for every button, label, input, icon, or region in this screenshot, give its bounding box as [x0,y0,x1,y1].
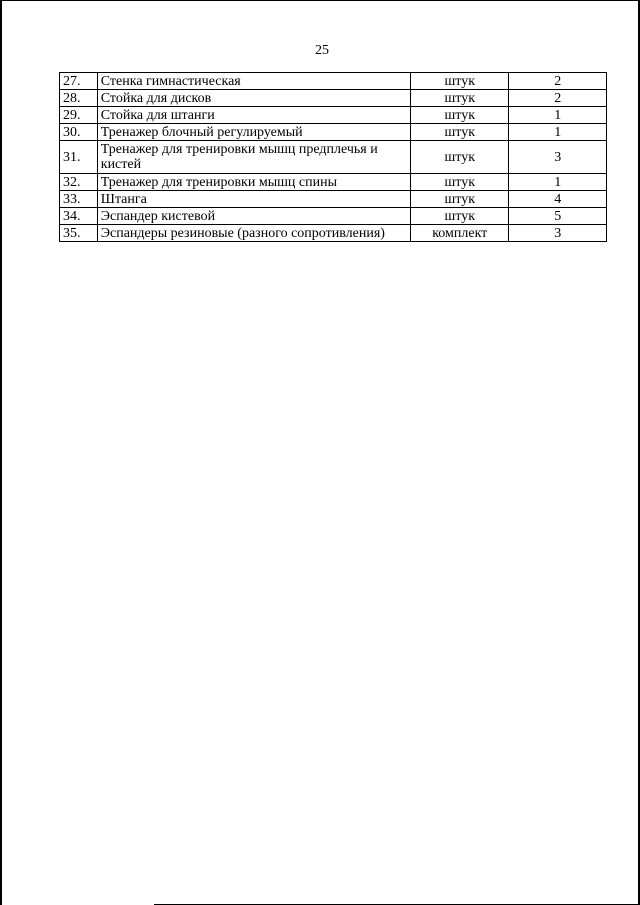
item-name: Тренажер для тренировки мышц спины [97,174,410,191]
table-row [60,90,607,107]
item-unit: комплект [411,225,509,242]
table-row [60,141,607,174]
row-number: 35. [60,225,98,242]
item-quantity: 3 [509,225,607,242]
row-number: 30. [60,124,98,141]
row-number: 32. [60,174,98,191]
item-unit: штук [411,174,509,191]
table-row [60,107,607,124]
item-unit: штук [411,90,509,107]
table-row [60,174,607,191]
row-number: 27. [60,73,98,90]
table-row [60,225,607,242]
item-name: Тренажер для тренировки мышц предплечья и кистей [97,141,410,174]
item-name: Эспандер кистевой [97,208,410,225]
item-name: Стенка гимнастическая [97,73,410,90]
table-row [60,208,607,225]
table-row [60,124,607,141]
table-row [60,73,607,90]
item-quantity: 1 [509,107,607,124]
item-quantity: 2 [509,90,607,107]
item-name: Стойка для штанги [97,107,410,124]
item-quantity: 5 [509,208,607,225]
row-number: 34. [60,208,98,225]
item-quantity: 1 [509,174,607,191]
item-unit: штук [411,208,509,225]
item-quantity: 1 [509,124,607,141]
item-quantity: 3 [509,141,607,174]
item-name: Тренажер блочный регулируемый [97,124,410,141]
row-number: 29. [60,107,98,124]
item-name: Эспандеры резиновые (разного сопротивления) [97,225,410,242]
item-quantity: 2 [509,73,607,90]
item-unit: штук [411,107,509,124]
row-number: 28. [60,90,98,107]
item-unit: штук [411,141,509,174]
item-name: Стойка для дисков [97,90,410,107]
table-row [60,191,607,208]
item-unit: штук [411,191,509,208]
equipment-table [59,72,607,242]
row-number: 31. [60,141,98,174]
item-unit: штук [411,73,509,90]
item-quantity: 4 [509,191,607,208]
row-number: 33. [60,191,98,208]
item-name: Штанга [97,191,410,208]
item-unit: штук [411,124,509,141]
page-number: 25 [315,43,329,58]
